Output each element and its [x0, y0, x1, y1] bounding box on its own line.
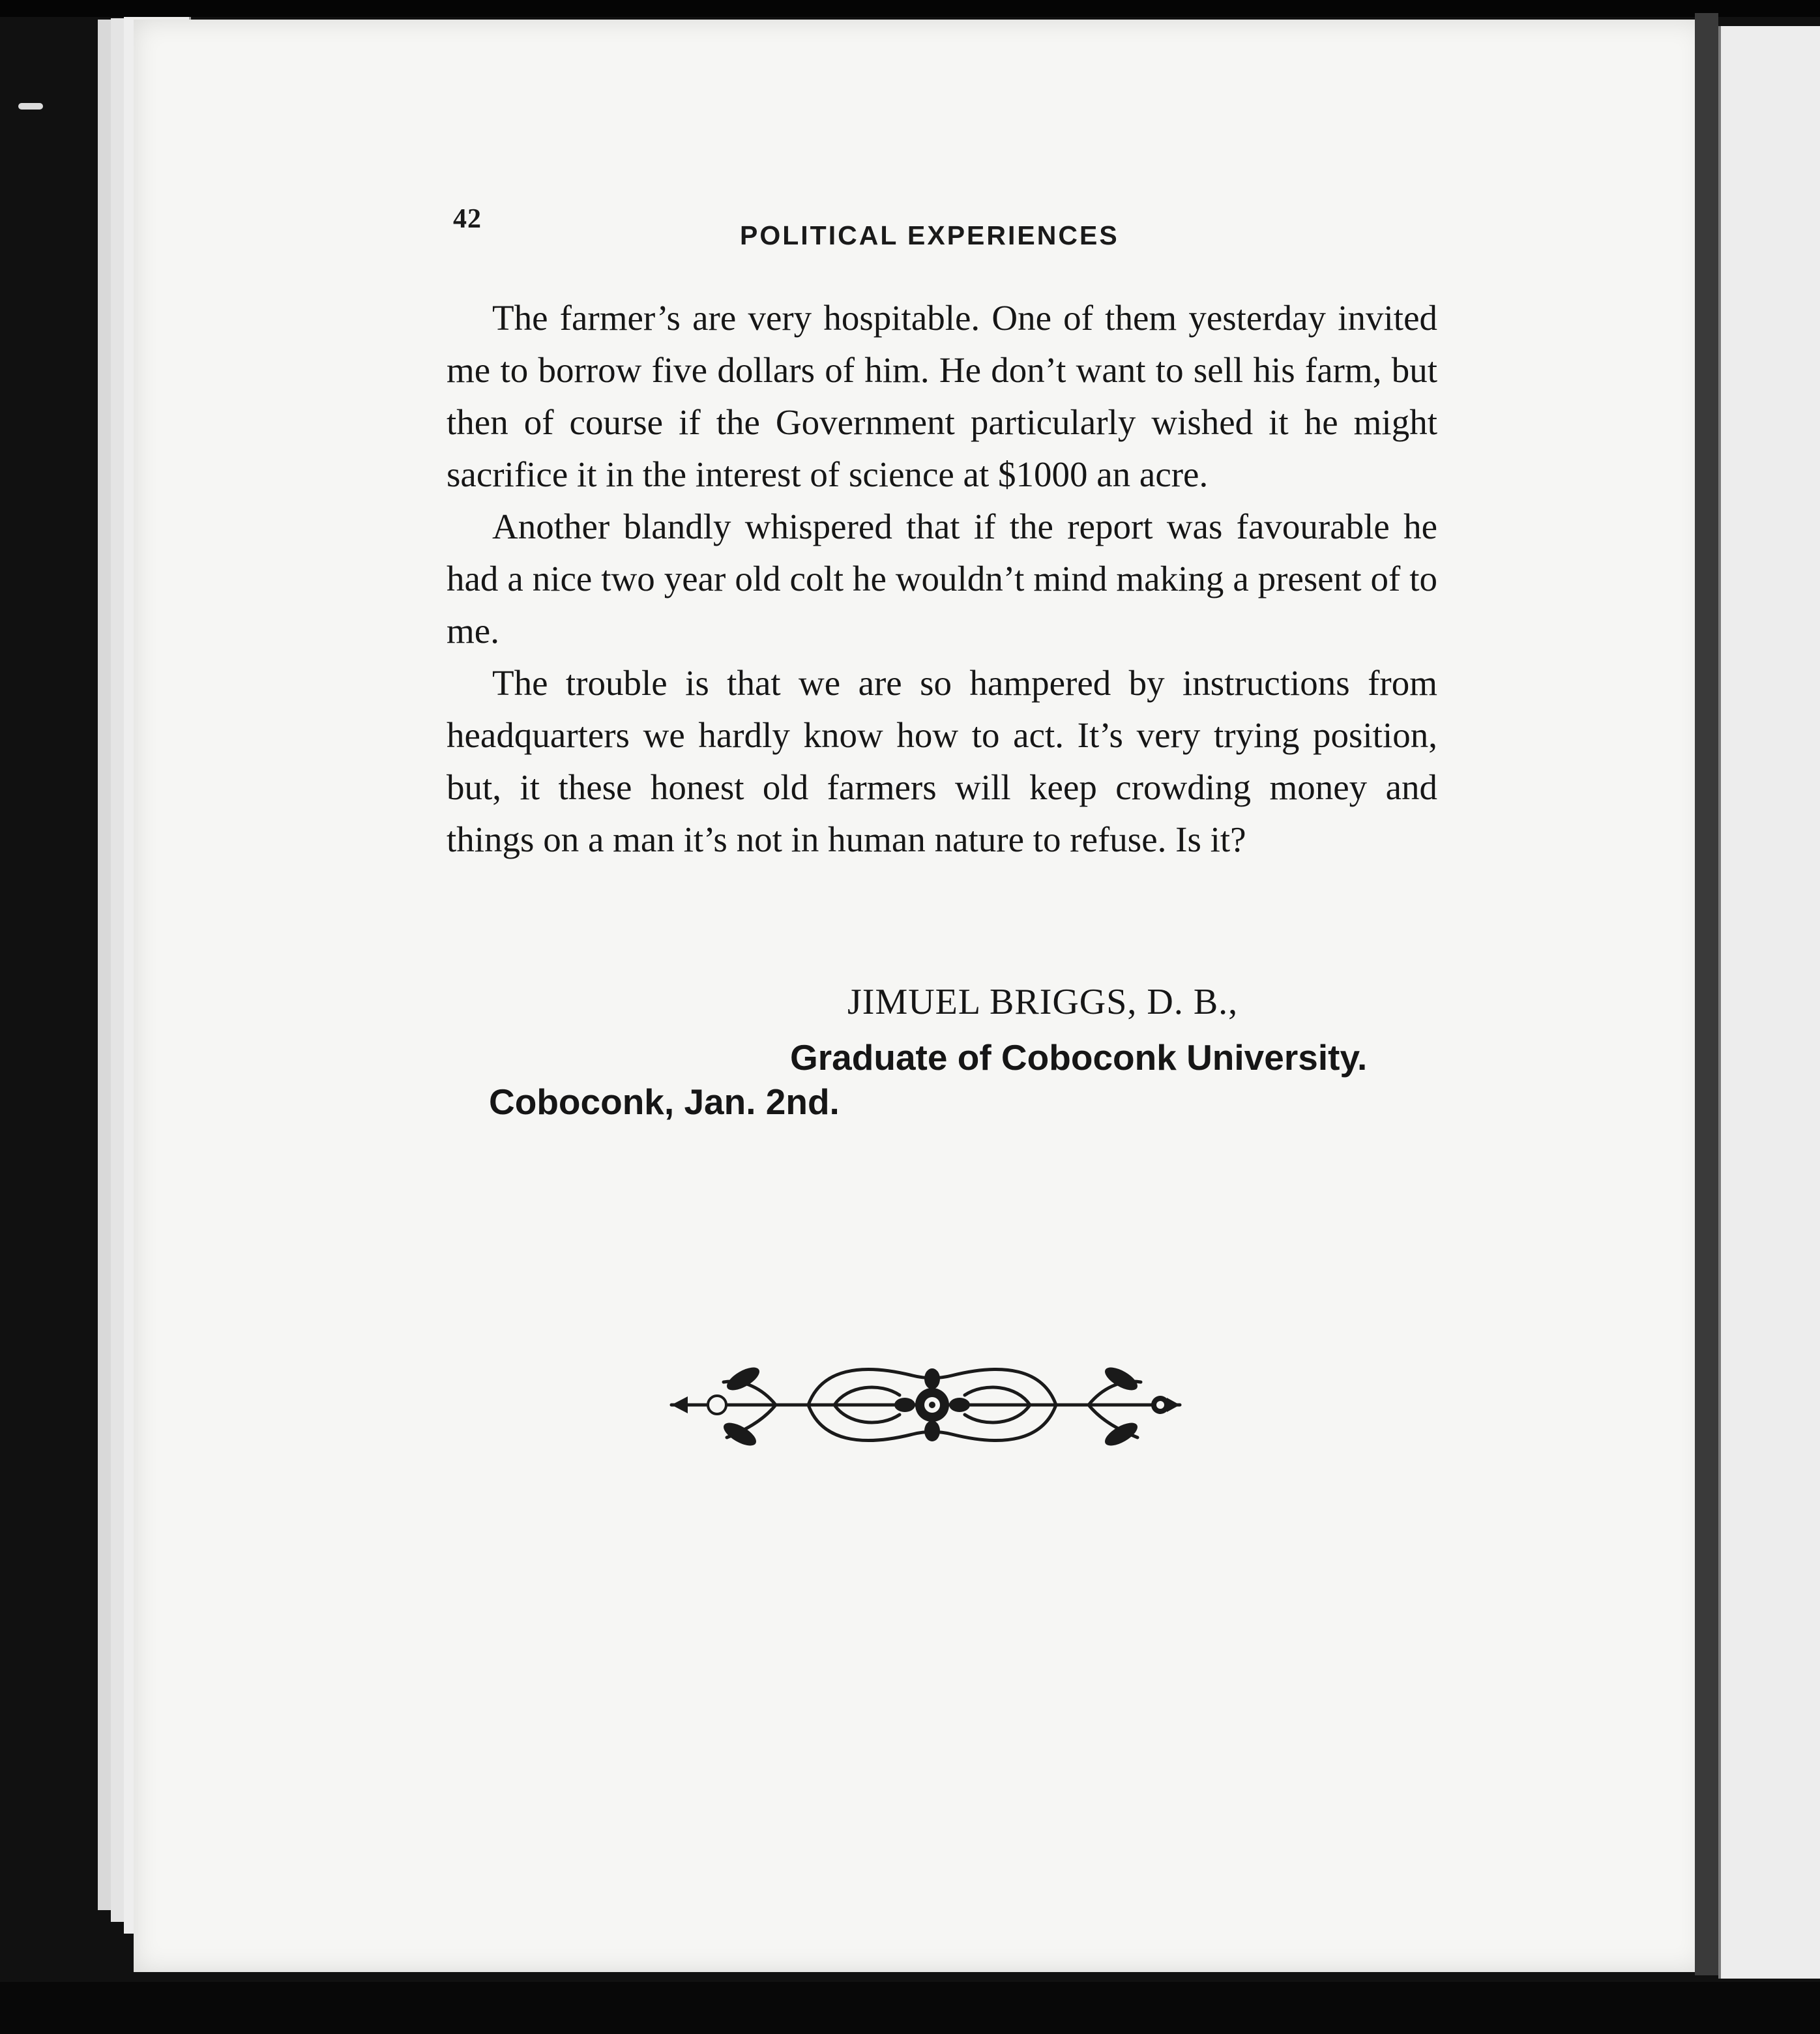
paragraph: The trouble is that we are so hampered by instructions from headquarters we hardly know how to act. It’s very trying position, but, it these honest old farmers will keep crowding money and things on a man it’s not in human nature to refuse. Is it? [447, 663, 1437, 859]
paragraph: The farmer’s are very hospitable. One of them yesterday invited me to borrow five dollars of him. He don’t want to sell his farm, but then of course if the Government particularly wished it he might sacrifice it in the interest of science at $1000 an acre. [447, 298, 1437, 494]
film-bottom-edge [0, 1982, 1820, 2034]
floral-ornament-icon [665, 1349, 1186, 1460]
signature-place-date: Coboconk, Jan. 2nd. [489, 1082, 840, 1122]
running-title: POLITICAL EXPERIENCES [740, 220, 1119, 250]
page-number: 42 [453, 204, 482, 234]
film-top-edge [0, 0, 1820, 17]
film-speck [18, 103, 43, 110]
signature-title: Graduate of Coboconk University. [790, 1037, 1368, 1078]
book-gutter [1695, 13, 1718, 1975]
paragraph: Another blandly whispered that if the report was favourable he had a nice two year old colt he wouldn’t mind making a present of to me. [447, 507, 1437, 651]
facing-page [1718, 26, 1820, 1979]
signature-name: JIMUEL BRIGGS, D. B., [847, 982, 1239, 1022]
body-text [447, 292, 1437, 866]
